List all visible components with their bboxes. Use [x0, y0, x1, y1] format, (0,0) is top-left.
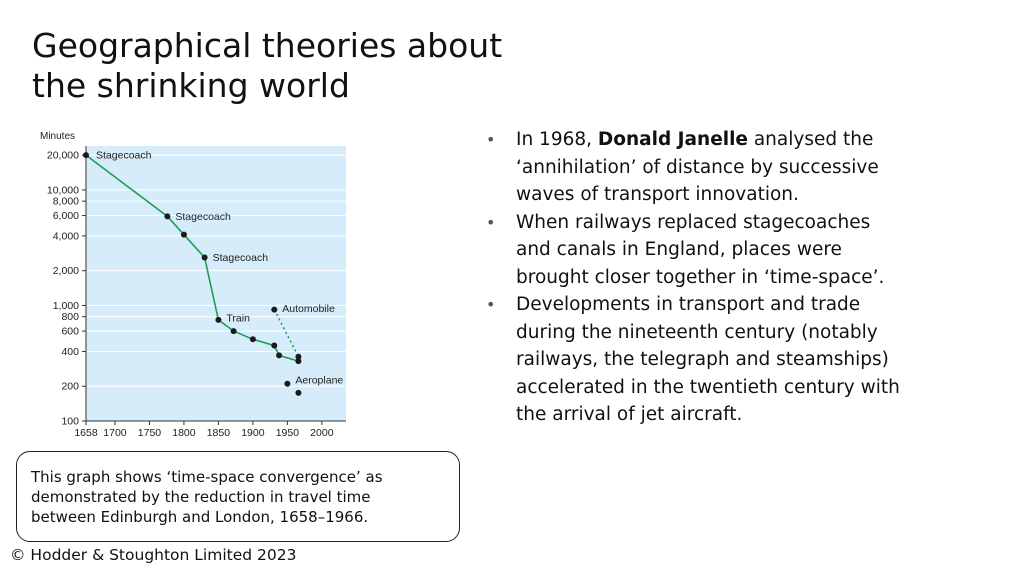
x-tick-label: 2000: [310, 427, 334, 439]
x-tick-label: 1950: [275, 427, 300, 439]
data-point: [295, 354, 301, 360]
caption-box: [16, 451, 460, 542]
y-tick-label: 1,000: [52, 299, 79, 312]
y-tick-label: 200: [61, 380, 79, 393]
bullet-text: analysed the ‘annihilation’ of distance by successive waves of transport innovation.: [516, 129, 879, 205]
data-point: [83, 152, 89, 158]
bullet-dot-icon: •: [486, 130, 496, 149]
y-tick-label: 2,000: [52, 265, 79, 278]
y-tick-label: 600: [61, 325, 79, 338]
data-label: Stagecoach: [96, 149, 152, 162]
x-tick-label: 1658: [74, 427, 98, 439]
bullet-bold-text: Donald Janelle: [597, 129, 748, 150]
y-tick-label: 800: [61, 311, 79, 324]
y-tick-label: 400: [61, 345, 79, 358]
data-label: Automobile: [282, 303, 335, 316]
chart-svg: [34, 126, 364, 446]
x-tick-label: 1750: [137, 427, 162, 439]
data-point: [276, 352, 282, 358]
y-tick-label: 100: [61, 415, 79, 428]
data-label: Stagecoach: [175, 210, 231, 223]
bullet-text: Developments in transport and trade during the nineteenth century (notably railways, the telegraph and steamships) accelerated in the twentieth century with the arrival of jet aircraft.: [516, 294, 900, 425]
y-tick-label: 8,000: [52, 195, 79, 208]
y-tick-label: 20,000: [46, 149, 79, 162]
bullet-dot-icon: •: [486, 212, 496, 232]
data-point: [202, 255, 208, 261]
data-label: Train: [226, 312, 250, 325]
copyright-text: © Hodder & Stoughton Limited 2023: [10, 546, 297, 564]
data-point: [164, 213, 170, 219]
data-point: [231, 328, 237, 334]
bullet-dot-icon: •: [486, 295, 496, 314]
slide-title: Geographical theories about the shrinking world: [32, 26, 503, 105]
x-tick-label: 1900: [241, 427, 265, 439]
y-tick-label: 10,000: [46, 184, 79, 197]
x-tick-label: 1800: [172, 427, 196, 439]
y-tick-label: 6,000: [52, 210, 79, 223]
data-point: [250, 336, 256, 342]
bullet-item: [486, 126, 906, 209]
data-point: [181, 232, 187, 238]
bullet-text: When railways replaced stagecoaches and canals in England, places were brought closer together in ‘time-space’.: [516, 211, 885, 288]
data-point: [271, 343, 277, 349]
bullet-text: In 1968,: [516, 129, 598, 150]
data-point: [271, 307, 277, 313]
data-point: [215, 317, 221, 323]
bullet-item: [486, 209, 906, 292]
data-label: Aeroplane: [295, 374, 344, 387]
x-tick-label: 1700: [103, 427, 127, 439]
bullet-item: [486, 291, 906, 429]
data-point: [284, 381, 290, 387]
caption-text: This graph shows ‘time-space convergence’ as demonstrated by the reduction in travel time between Edinburgh and London, 1658–1966.: [31, 468, 383, 526]
x-tick-label: 1850: [206, 427, 231, 439]
data-label: Stagecoach: [212, 252, 269, 265]
travel-time-chart: [34, 126, 364, 446]
y-tick-label: 4,000: [52, 230, 79, 243]
bullet-list: [486, 126, 906, 429]
y-axis-label: Minutes: [40, 131, 76, 142]
data-point: [295, 390, 301, 396]
